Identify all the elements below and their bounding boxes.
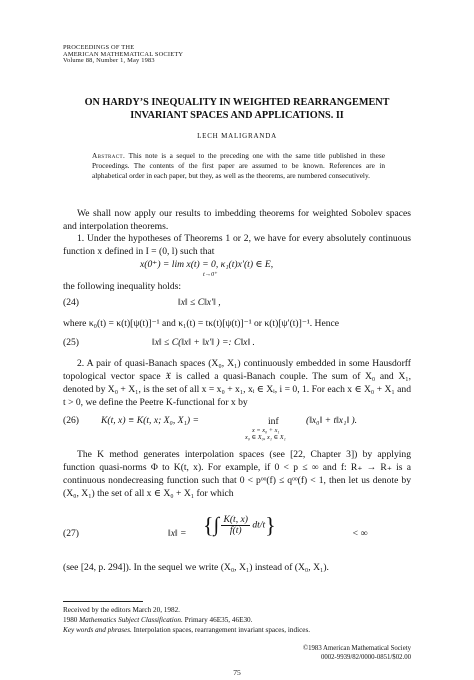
footnote-received: Received by the editors March 20, 1982. [63, 606, 180, 614]
abstract-lead: Abstract. [92, 151, 126, 160]
equation-24: ‖x‖ ≤ C‖x′‖ , [178, 297, 221, 308]
paragraph-inequality-lead: the following inequality holds: [63, 281, 182, 292]
journal-name-line2: AMERICAN MATHEMATICAL SOCIETY [63, 50, 184, 58]
equation-24-number: (24) [63, 297, 79, 308]
footnote-msc-year: 1980 [63, 616, 78, 624]
equation-27-number: (27) [63, 528, 79, 539]
footnote-keywords-value: Interpolation spaces, rearrangement invariant spaces, indices. [133, 626, 311, 634]
footnote-msc-value: Primary 46E35, 46E30. [184, 616, 253, 624]
equation-27-numerator: K(t, x) [223, 514, 248, 525]
paragraph-k-method: The K method generates interpolation spaces (see [22, Chapter 3]) by applying function quasi-norms Φ to K(t, x). For example, if 0 < p ≤ ∞ and f: R₊ → R₊ is a continuous nondecreasing function such that 0 < pᵒᵒ(f) ≤ qᵒᵒ(f) < 1, then let us denote by (X₀, X₁) the set of all x ∈ X₀ + X₁ for which [63, 449, 411, 499]
equation-27-left: ‖x‖ = [168, 528, 187, 539]
equation-26-under1: x = x₀ + x₁ [252, 427, 280, 434]
paragraph-intro: We shall now apply our results to imbedding theorems for weighted Sobolev spaces and interpolation theorems. [63, 208, 411, 232]
footnote-msc-label: Mathematics Subject Classification. [79, 616, 183, 624]
abstract-text: This note is a sequel to the preceding one with the same title published in these Proceedings. The contents of the first paper are assumed to be known. References are in alphabetical order in each paper, but they, as well as the theorems, are numbered consecutively. [92, 151, 385, 180]
author-name: LECH MALIGRANDA [197, 132, 277, 140]
journal-volume: Volume 88, Number 1, May 1983 [63, 57, 155, 64]
equation-26-number: (26) [63, 415, 79, 426]
equation-25-number: (25) [63, 337, 79, 348]
equation-27-integral: {∫ $\frac{K(t, x)}{f(t)}$ dt/t} [203, 512, 276, 538]
equation-27-denominator: f(t) [229, 525, 242, 536]
equation-26-left: K(t, x) ≡ K(t, x; X₀, X₁) = [101, 415, 199, 426]
paragraph-kappa-def: where κ₀(t) = κ(t)[ψ(t)]⁻¹ and κ₁(t) = tκ(t)[ψ(t)]⁻¹ or κ(t)[ψ′(t)]⁻¹. Hence [63, 318, 340, 329]
footnote-keywords [63, 626, 310, 635]
equation-26-right: (‖x₀‖ + t‖x₁‖ ). [306, 415, 358, 426]
equation-27-fraction [221, 515, 250, 536]
abstract [92, 151, 385, 180]
left-brace-icon: { [203, 512, 214, 538]
paper-title-line2: INVARIANT SPACES AND APPLICATIONS. II [130, 110, 344, 121]
footnote-rule [63, 601, 143, 602]
paragraph-2: 2. A pair of quasi-Banach spaces (X₀, X₁) continuously embedded in some Hausdorff topological vector space 𝔛 is called a quasi-Banach couple. The sum of X₀ and X₁, denoted by X₀ + X₁, is the set of all x = x₀ + x₁, xᵢ ∈ Xᵢ, i = 0, 1. For each x ∈ X₀ + X₁ and t > 0, we define the Peetre K-functional for x by [63, 358, 411, 408]
equation-27-right: < ∞ [352, 528, 368, 539]
copyright-line1: ©1983 American Mathematical Society [302, 645, 411, 652]
paragraph-1: 1. Under the hypotheses of Theorems 1 or 2, we have for every absolutely continuous function x defined in I = (0, l) such that [63, 233, 411, 257]
equation-26-under2: x₀ ∈ X₀, x₁ ∈ X₁ [245, 434, 286, 441]
footnote-keywords-label: Key words and phrases. [63, 626, 132, 634]
paper-title-line1: ON HARDY’S INEQUALITY IN WEIGHTED REARRANGEMENT [84, 97, 390, 108]
page-number: 75 [233, 668, 241, 677]
footnote-msc [63, 616, 252, 625]
copyright-line2: 0002-9939/82/0000-0851/$02.00 [320, 654, 411, 661]
equation-26-inf: inf [268, 416, 279, 427]
equation-limit: x(0⁺) = lim x(t) = 0, κ₁(t)x′(t) ∈ E, [140, 259, 274, 270]
equation-25: ‖x‖ ≤ C(‖x‖ + ‖x′‖ ) =: C‖x‖ . [152, 337, 255, 348]
journal-name-line1: PROCEEDINGS OF THE [63, 44, 135, 51]
right-brace-icon: } [265, 512, 276, 538]
integral-sign-icon: ∫ [213, 514, 220, 536]
equation-limit-under: t→0⁺ [203, 271, 218, 278]
paragraph-notation: (see [24, p. 294]). In the sequel we write (X₀, X₁) instead of (X₀, X₁). [63, 562, 329, 573]
